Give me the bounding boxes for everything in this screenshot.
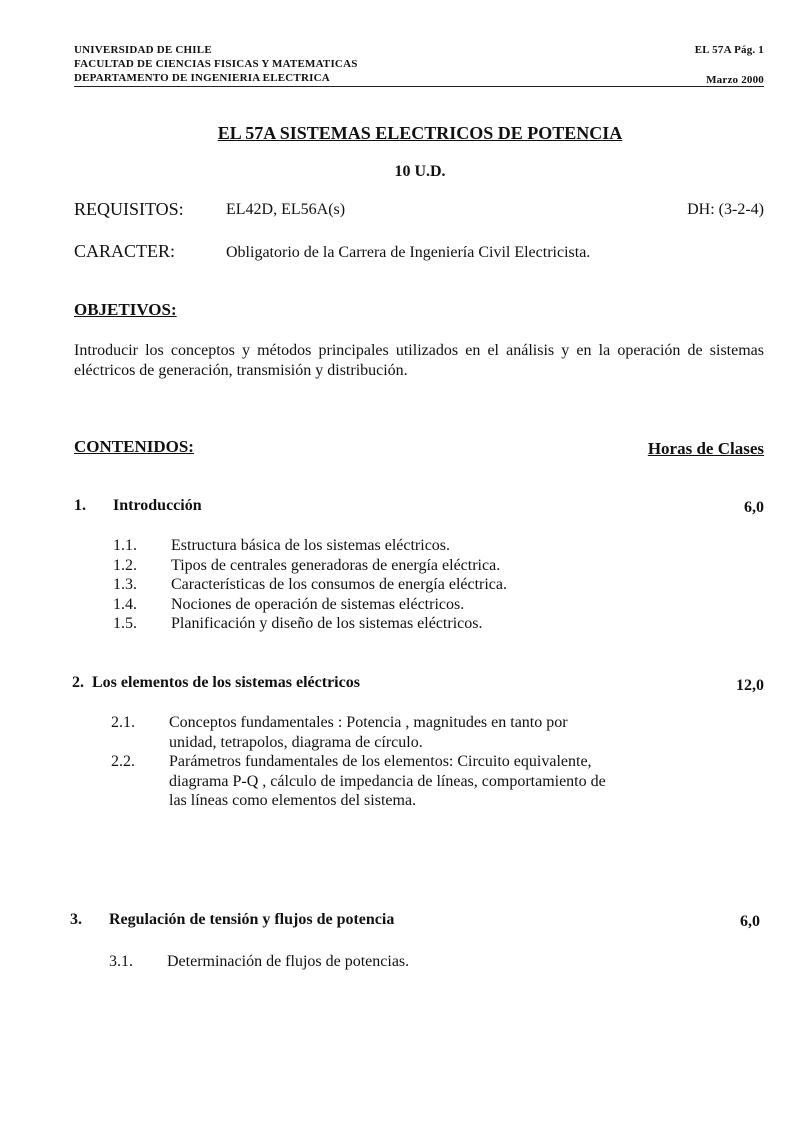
objetivos-heading: OBJETIVOS:: [74, 300, 177, 319]
section-3-hours: 6,0: [740, 913, 760, 930]
header-rule: [74, 86, 764, 87]
section-2-hours: 12,0: [736, 677, 764, 694]
list-item-number: 1.2.: [113, 556, 137, 574]
section-2-number: 2.: [72, 674, 84, 691]
requisitos-label: REQUISITOS:: [74, 199, 184, 219]
caracter-label: CARACTER:: [74, 241, 176, 261]
university-name: UNIVERSIDAD DE CHILE: [74, 44, 212, 56]
section-2-title: Los elementos de los sistemas eléctricos: [92, 674, 360, 691]
contenidos-heading: CONTENIDOS:: [74, 437, 194, 456]
department-name: DEPARTAMENTO DE INGENIERIA ELECTRICA: [74, 72, 330, 84]
list-item-number: 1.5.: [113, 615, 137, 632]
document-date: Marzo 2000: [706, 74, 764, 86]
objetivos-text: Introducir los conceptos y métodos principales utilizados en el análisis y en la operación de sistemas eléctricos de generación, transmisión y distribución.: [74, 342, 764, 379]
list-item: Parámetros fundamentales de los elementos: Circuito equivalente, diagrama P-Q , cálculo de impedancia de líneas, comportamiento de las líneas como elementos del sistema.: [169, 753, 606, 809]
list-item: Características de los consumos de energía eléctrica.: [171, 576, 508, 593]
course-units: 10 U.D.: [394, 163, 446, 180]
caracter-value: Obligatorio de la Carrera de Ingeniería Civil Electricista.: [226, 244, 591, 261]
section-1-title: Introducción: [113, 497, 202, 514]
list-item: Determinación de flujos de potencias.: [167, 953, 410, 970]
faculty-name: FACULTAD DE CIENCIAS FISICAS Y MATEMATICAS: [74, 58, 358, 70]
list-item-number: 1.1.: [113, 537, 137, 554]
list-item-number: 3.1.: [109, 953, 133, 970]
page-reference: EL 57A Pág. 1: [694, 44, 764, 56]
list-item-number: 1.3.: [113, 576, 137, 593]
list-item-number: 1.4.: [113, 595, 137, 613]
section-3-title: Regulación de tensión y flujos de potencia: [109, 911, 395, 928]
list-item: Tipos de centrales generadoras de energía eléctrica.: [171, 556, 501, 574]
section-1-hours: 6,0: [744, 499, 764, 516]
section-1-number: 1.: [74, 497, 86, 514]
hours-heading: Horas de Clases: [647, 439, 764, 458]
list-item: Nociones de operación de sistemas eléctricos.: [171, 595, 465, 613]
list-item: Conceptos fundamentales : Potencia , magnitudes en tanto por unidad, tetrapolos, diagrama de círculo.: [169, 714, 568, 751]
dh-value: DH: (3-2-4): [687, 201, 764, 218]
list-item: Estructura básica de los sistemas eléctricos.: [171, 537, 451, 554]
list-item-number: 2.2.: [111, 753, 135, 770]
course-title: EL 57A SISTEMAS ELECTRICOS DE POTENCIA: [217, 123, 623, 143]
requisitos-value: EL42D, EL56A(s): [226, 201, 346, 218]
section-3-number: 3.: [70, 911, 82, 928]
list-item: Planificación y diseño de los sistemas eléctricos.: [171, 615, 483, 632]
list-item-number: 2.1.: [111, 714, 135, 731]
